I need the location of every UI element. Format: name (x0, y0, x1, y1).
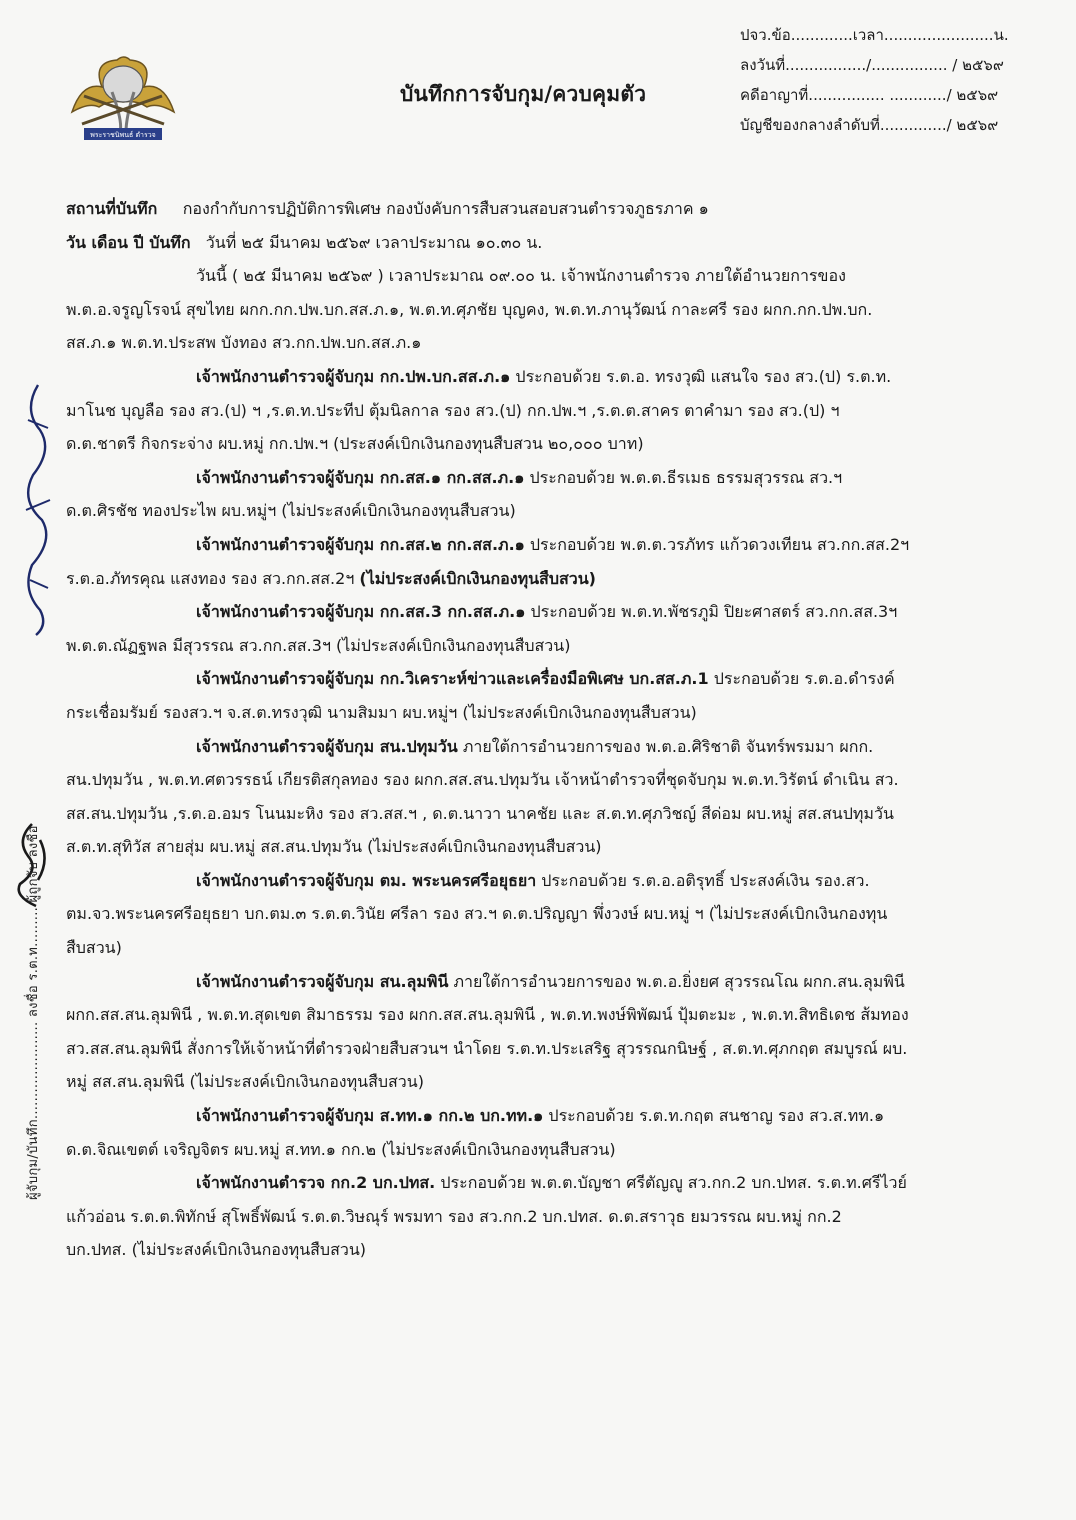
unit-heading: เจ้าพนักงานตำรวจผู้จับกุม ส.ทท.๑ กก.๒ บก.ทท.๑ (196, 1106, 544, 1126)
paragraph-line (66, 1032, 1016, 1066)
line-text: สส.สน.ปทุมวัน ,ร.ต.อ.อมร โนนมะหิง รอง สว.สส.ฯ , ด.ต.นาวา นาคชัย และ ส.ต.ท.ศุภวิชญ์ สีด่อม ผบ.หมู่ สส.สนปทุมวัน (66, 803, 894, 823)
paragraph-line (66, 595, 1016, 629)
date-row (66, 226, 1016, 260)
line-text: ประกอบด้วย ร.ต.ท.กฤต สนชาญ รอง สว.ส.ทท.๑ (543, 1106, 885, 1126)
paragraph-line (66, 629, 1016, 663)
paragraphs (66, 259, 1016, 1267)
line-text: ประกอบด้วย พ.ต.ต.บัญชา ศรีตัญญู สว.กก.2 บก.ปทส. ร.ต.ท.ศรีไวย์ (435, 1173, 907, 1193)
line-text: ประกอบด้วย ร.ต.อ.อติรุทธิ์ ประสงค์เงิน รอง.สว. (536, 870, 870, 890)
unit-heading: เจ้าพนักงานตำรวจผู้จับกุม กก.วิเคราะห์ข่าวและเครื่องมือพิเศษ บก.สส.ภ.1 (196, 669, 709, 689)
paragraph-line (66, 360, 1016, 394)
line-text: ด.ต.ศิรชัช ทองประไพ ผบ.หมู่ฯ (ไม่ประสงค์เบิกเงินกองทุนสืบสวน) (66, 501, 516, 521)
record-body (66, 192, 1016, 1267)
margin-vertical-text: ผู้จับกุม/บันทึก...................... ลงชื่อ ร.ต.ท......... ผู้ถูกจับ ลงชื่อ (26, 825, 41, 1200)
unit-heading: เจ้าพนักงานตำรวจผู้จับกุม สน.ลุมพินี (196, 971, 449, 991)
line-text: ร.ต.อ.ภัทรคุณ แสงทอง รอง สว.กก.สส.2ฯ (66, 568, 360, 588)
paragraph-line (66, 1099, 1016, 1133)
reference-block (740, 20, 1040, 140)
line-text: ประกอบด้วย พ.ต.ท.พัชรภูมิ ปิยะศาสตร์ สว.กก.สส.3ฯ (525, 602, 898, 622)
line-text: ประกอบด้วย พ.ต.ต.ธีรเมธ ธรรมสุวรรณ สว.ฯ (524, 467, 843, 487)
paragraph-line (66, 326, 1016, 360)
paragraph-line (66, 1200, 1016, 1234)
paragraph-line (66, 931, 1016, 965)
paragraph-line (66, 427, 1016, 461)
paragraph-line (66, 1166, 1016, 1200)
place-row (66, 192, 1016, 226)
line-text: ประกอบด้วย ร.ต.อ.ดำรงค์ (708, 669, 895, 689)
line-text: วันนี้ ( ๒๕ มีนาคม ๒๕๖๙ ) เวลาประมาณ ๐๙.๐๐ น. เจ้าพนักงานตำรวจ ภายใต้อำนวยการของ (196, 266, 846, 286)
unit-heading: เจ้าพนักงานตำรวจผู้จับกุม สน.ปทุมวัน (196, 736, 458, 756)
unit-heading: เจ้าพนักงานตำรวจผู้จับกุม กก.สส.๒ กก.สส.ภ.๑ (196, 534, 525, 554)
svg-text:พระราชนิพนธ์ ตำรวจ: พระราชนิพนธ์ ตำรวจ (90, 131, 156, 139)
police-emblem-logo (62, 52, 184, 147)
paragraph-line (66, 1065, 1016, 1099)
date-label: วัน เดือน ปี บันทึก (66, 232, 191, 252)
paragraph-line (66, 830, 1016, 864)
paragraph-line (66, 662, 1016, 696)
line-text: พ.ต.อ.จรูญโรจน์ สุขไทย ผกก.กก.ปพ.บก.สส.ภ.๑, พ.ต.ท.ศุภชัย บุญคง, พ.ต.ท.ภานุวัฒน์ กาละศรี รอง ผกก.กก.ปพ.บก. (66, 299, 873, 319)
paragraph-line (66, 494, 1016, 528)
line-text: ประกอบด้วย พ.ต.ต.วรภัทร แก้วดวงเทียน สว.กก.สส.2ฯ (524, 534, 910, 554)
line-text: ภายใต้การอำนวยการของ พ.ต.อ.ศิริชาติ จันทร์พรมมา ผกก. (457, 736, 874, 756)
unit-heading: เจ้าพนักงานตำรวจผู้จับกุม กก.ปพ.บก.สส.ภ.๑ (196, 366, 511, 386)
unit-heading: เจ้าพนักงานตำรวจผู้จับกุม กก.สส.3 กก.สส.ภ.๑ (196, 602, 526, 622)
line-text: สืบสวน) (66, 938, 122, 958)
line-text: ประกอบด้วย ร.ต.อ. ทรงวุฒิ แสนใจ รอง สว.(ป) ร.ต.ท. (510, 366, 892, 386)
line-text: กระเชื่อมรัมย์ รองสว.ฯ จ.ส.ต.ทรงวุฒิ นามสิมมา ผบ.หมู่ฯ (ไม่ประสงค์เบิกเงินกองทุนสืบสวน) (66, 702, 697, 722)
line-text: หมู่ สส.สน.ลุมพินี (ไม่ประสงค์เบิกเงินกองทุนสืบสวน) (66, 1072, 424, 1092)
document-title: บันทึกการจับกุม/ควบคุมตัว (400, 82, 647, 106)
paragraph-line (66, 461, 1016, 495)
line-text: ผกก.สส.สน.ลุมพินี , พ.ต.ท.สุดเขต สิมาธรรม รอง ผกก.สส.สน.ลุมพินี , พ.ต.ท.พงษ์พิพัฒน์ ปุ้มตะมะ , พ.ต.ท.สิทธิเดช ส้มทอง (66, 1005, 909, 1025)
paragraph-line (66, 528, 1016, 562)
line-text: แก้วอ่อน ร.ต.ต.พิทักษ์ สุโพธิ์พัฒน์ ร.ต.ต.วิษณุร์ พรมทา รอง สว.กก.2 บก.ปทส. ด.ต.สราวุธ ยมวรรณ ผบ.หมู่ กก.2 (66, 1206, 842, 1226)
place-value: กองกำกับการปฏิบัติการพิเศษ กองบังคับการสืบสวนสอบสวนตำรวจภูธรภาค ๑ (182, 199, 709, 218)
unit-heading: เจ้าพนักงานตำรวจผู้จับกุม กก.สส.๑ กก.สส.ภ.๑ (196, 467, 525, 487)
paragraph-line (66, 797, 1016, 831)
line-text: ด.ต.จิณเขตต์ เจริญจิตร ผบ.หมู่ ส.ทท.๑ กก.๒ (ไม่ประสงค์เบิกเงินกองทุนสืบสวน) (66, 1139, 616, 1159)
paragraph-line (66, 763, 1016, 797)
line-text: ส.ต.ท.สุทิวัส สายสุ่ม ผบ.หมู่ สส.สน.ปทุมวัน (ไม่ประสงค์เบิกเงินกองทุนสืบสวน) (66, 837, 602, 857)
paragraph-line (66, 864, 1016, 898)
ref-line-case: คดีอาญาที่................ ............/ ๒๕๖๙ (740, 86, 999, 104)
date-value: วันที่ ๒๕ มีนาคม ๒๕๖๙ เวลาประมาณ ๑๐.๓๐ น. (205, 232, 543, 252)
line-text: สว.สส.สน.ลุมพินี สั่งการให้เจ้าหน้าที่ตำรวจฝ่ายสืบสวนฯ นำโดย ร.ต.ท.ประเสริฐ สุวรรณกนิษฐ์ , ส.ต.ท.ศุภกฤต สมบูรณ์ ผบ. (66, 1038, 908, 1058)
unit-heading: เจ้าพนักงานตำรวจผู้จับกุม ตม. พระนครศรีอยุธยา (196, 870, 537, 890)
line-text: ภายใต้การอำนวยการของ พ.ต.อ.ยิ่งยศ สุวรรณโณ ผกก.สน.ลุมพินี (448, 971, 905, 991)
ref-line-evidence: บัญชีของกลางลำดับที่............../ ๒๕๖๙ (740, 116, 999, 134)
paragraph-line (66, 293, 1016, 327)
line-text: ตม.จว.พระนครศรีอยุธยา บก.ตม.๓ ร.ต.ต.วินัย ศรีลา รอง สว.ฯ ด.ต.ปริญญา พึ่งวงษ์ ผบ.หมู่ ฯ (ไม่ประสงค์เบิกเงินกองทุน (66, 904, 888, 924)
ref-line-report: ปจว.ข้อ.............เวลา.......................น. (740, 26, 1009, 44)
signature-mark-upper (18, 380, 58, 640)
paragraph-line (66, 1133, 1016, 1167)
paragraph-line (66, 696, 1016, 730)
paragraph-line (66, 730, 1016, 764)
place-label: สถานที่บันทึก (66, 199, 158, 218)
paragraph-line (66, 259, 1016, 293)
line-text: มาโนช บุญลือ รอง สว.(ป) ฯ ,ร.ต.ท.ประทีป ตุ้มนิลกาล รอง สว.(ป) กก.ปพ.ฯ ,ร.ต.ต.สาคร ตาคำมา รอง สว.(ป) ฯ (66, 400, 840, 420)
line-text: ด.ต.ชาตรี กิจกระจ่าง ผบ.หมู่ กก.ปพ.ฯ (ประสงค์เบิกเงินกองทุนสืบสวน ๒๐,๐๐๐ บาท) (66, 434, 644, 454)
paragraph-line (66, 562, 1016, 596)
ref-line-date: ลงวันที่................./................ / ๒๕๖๙ (740, 56, 1004, 74)
line-text: บก.ปทส. (ไม่ประสงค์เบิกเงินกองทุนสืบสวน) (66, 1240, 367, 1260)
paragraph-line (66, 897, 1016, 931)
paragraph-line (66, 1233, 1016, 1267)
paragraph-line (66, 965, 1016, 999)
line-text-bold: (ไม่ประสงค์เบิกเงินกองทุนสืบสวน) (359, 568, 596, 588)
paragraph-line (66, 998, 1016, 1032)
unit-heading: เจ้าพนักงานตำรวจ กก.2 บก.ปทส. (196, 1173, 436, 1193)
line-text: พ.ต.ต.ณัฏฐพล มีสุวรรณ สว.กก.สส.3ฯ (ไม่ประสงค์เบิกเงินกองทุนสืบสวน) (66, 635, 571, 655)
paragraph-line (66, 394, 1016, 428)
line-text: สน.ปทุมวัน , พ.ต.ท.ศตวรรธน์ เกียรติสกุลทอง รอง ผกก.สส.สน.ปทุมวัน เจ้าหน้าตำรวจที่ชุดจับกุม พ.ต.ท.วิรัตน์ ดำเนิน สว. (66, 770, 899, 790)
line-text: สส.ภ.๑ พ.ต.ท.ประสพ บังทอง สว.กก.ปพ.บก.สส.ภ.๑ (66, 333, 422, 353)
